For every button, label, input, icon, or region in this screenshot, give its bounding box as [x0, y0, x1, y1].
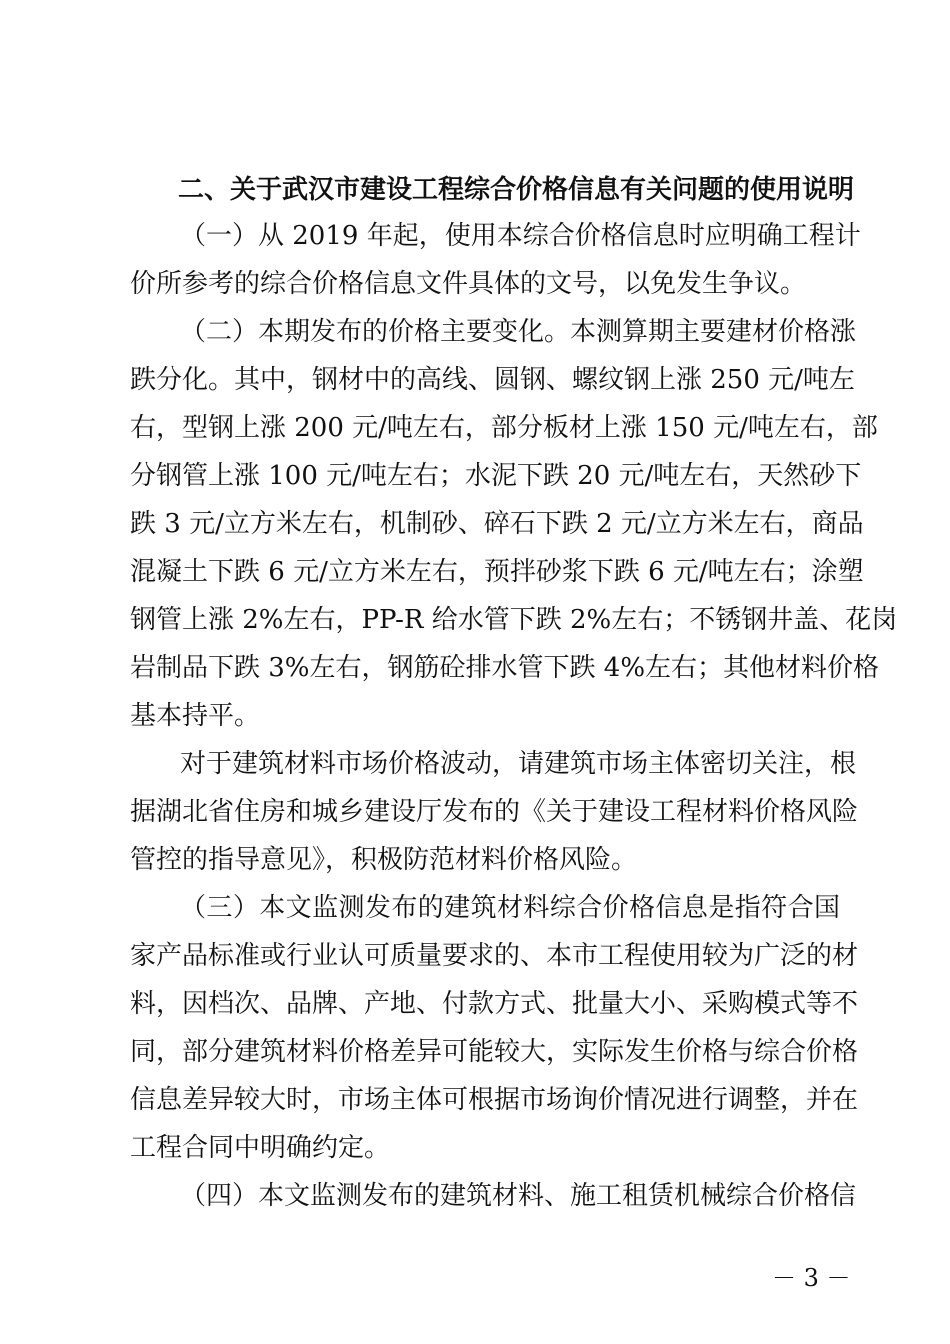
- paragraph-5-line-1: （四）本文监测发布的建筑材料、施工租赁机械综合价格信: [180, 1181, 857, 1211]
- paragraph-2-line-4: 分钢管上涨 100 元/吨左右；水泥下跌 20 元/吨左右，天然砂下: [130, 461, 862, 491]
- paragraph-2-line-7: 钢管上涨 2%左右，PP-R 给水管下跌 2%左右；不锈钢井盖、花岗: [130, 605, 898, 635]
- paragraph-3-line-1: 对于建筑材料市场价格波动，请建筑市场主体密切关注，根: [180, 749, 857, 779]
- paragraph-4-line-6: 工程合同中明确约定。: [130, 1133, 391, 1163]
- paragraph-2-line-5: 跌 3 元/立方米左右，机制砂、碎石下跌 2 元/立方米左右，商品: [130, 509, 864, 539]
- paragraph-4-line-1: （三）本文监测发布的建筑材料综合价格信息是指符合国: [180, 893, 840, 923]
- paragraph-2-line-8: 岩制品下跌 3%左右，钢筋砼排水管下跌 4%左右；其他材料价格: [130, 653, 880, 683]
- paragraph-4-line-4: 同，部分建筑材料价格差异可能较大，实际发生价格与综合价格: [130, 1037, 859, 1067]
- page-number: － 3 －: [772, 1264, 851, 1292]
- paragraph-2-line-1: （二）本期发布的价格主要变化。本测算期主要建材价格涨: [180, 317, 857, 347]
- paragraph-4-line-5: 信息差异较大时，市场主体可根据市场询价情况进行调整，并在: [130, 1085, 859, 1115]
- paragraph-1-line-2: 价所参考的综合价格信息文件具体的文号，以免发生争议。: [130, 269, 807, 299]
- paragraph-2-line-9: 基本持平。: [130, 701, 261, 731]
- paragraph-2-line-2: 跌分化。其中，钢材中的高线、圆钢、螺纹钢上涨 250 元/吨左: [130, 365, 855, 395]
- paragraph-3-line-2: 据湖北省住房和城乡建设厅发布的《关于建设工程材料价格风险: [130, 797, 859, 827]
- paragraph-2-line-3: 右，型钢上涨 200 元/吨左右，部分板材上涨 150 元/吨左右，部: [130, 413, 878, 443]
- paragraph-4-line-2: 家产品标准或行业认可质量要求的、本市工程使用较为广泛的材: [130, 941, 859, 971]
- paragraph-3-line-3: 管控的指导意见》，积极防范材料价格风险。: [130, 845, 638, 875]
- paragraph-1-line-1: （一）从 2019 年起，使用本综合价格信息时应明确工程计: [180, 221, 861, 251]
- section-heading: 二、关于武汉市建设工程综合价格信息有关问题的使用说明: [178, 175, 855, 205]
- paragraph-4-line-3: 料，因档次、品牌、产地、付款方式、批量大小、采购模式等不: [130, 989, 859, 1019]
- paragraph-2-line-6: 混凝土下跌 6 元/立方米左右，预拌砂浆下跌 6 元/吨左右；涂塑: [130, 557, 864, 587]
